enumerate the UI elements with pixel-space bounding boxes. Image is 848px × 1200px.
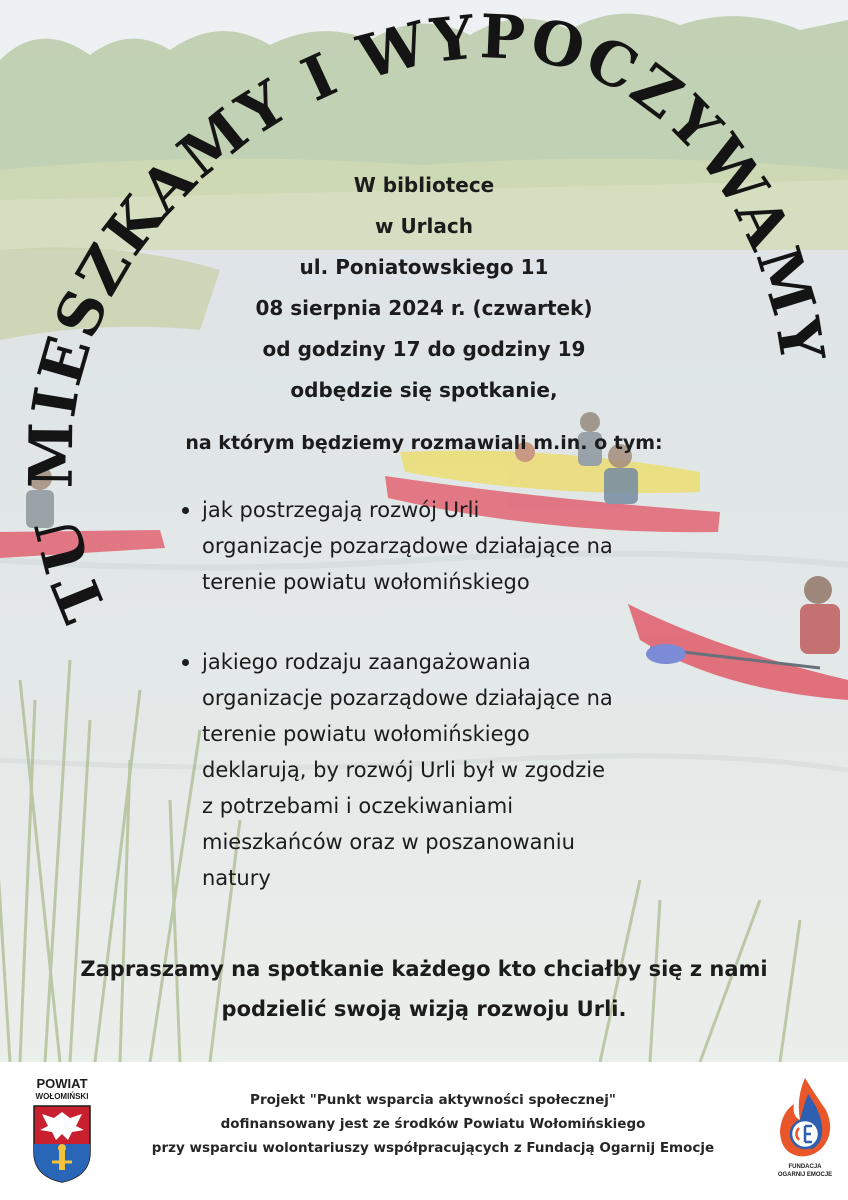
- intro-line-3: ul. Poniatowskiego 11: [299, 255, 549, 279]
- intro-line-6: odbędzie się spotkanie,: [290, 378, 558, 402]
- project-line-2: dofinansowany jest ze środków Powiatu Wołomińskiego: [220, 1116, 646, 1132]
- intro-line-1: W bibliotece: [353, 173, 495, 197]
- headline-textpath: TU MIESZKAMY I WYPOCZYWAMY: [16, 2, 838, 631]
- powiat-label: POWIAT: [36, 1076, 88, 1091]
- topic-2-line-7: natury: [202, 866, 271, 890]
- topic-1-line-1: jak postrzegają rozwój Urli: [202, 498, 480, 522]
- project-line-1: Projekt "Punkt wsparcia aktywności społecznej": [250, 1092, 616, 1108]
- closing-line-2: podzielić swoją wizją rozwoju Urli.: [221, 997, 627, 1021]
- project-line-3: przy wsparciu wolontariuszy współpracujących z Fundacją Ogarnij Emocje: [151, 1140, 715, 1156]
- topic-1-line-2: organizacje pozarządowe działające na: [202, 534, 613, 558]
- fundacja-name: OGARNIJ EMOCJE: [777, 1172, 833, 1178]
- topic-2-line-1: jakiego rodzaju zaangażowania: [202, 650, 531, 674]
- powiat-coat-of-arms-icon: [32, 1104, 92, 1184]
- footer: [0, 1062, 848, 1200]
- topic-2-line-6: mieszkańców oraz w poszanowaniu: [202, 830, 575, 854]
- topic-1-line-3: terenie powiatu wołomińskiego: [202, 570, 530, 594]
- fundacja-label: FUNDACJA: [788, 1164, 822, 1170]
- intro-line-7: na którym będziemy rozmawiali m.in. o tym:: [185, 432, 663, 454]
- intro-line-2: w Urlach: [375, 214, 473, 238]
- powiat-logo: [22, 1076, 102, 1194]
- intro-line-4: 08 sierpnia 2024 r. (czwartek): [255, 296, 593, 320]
- fundacja-logo: [774, 1076, 836, 1194]
- closing-line-1: Zapraszamy na spotkanie każdego kto chciałby się z nami: [80, 957, 768, 981]
- fundacja-flame-logo-icon: [776, 1076, 834, 1160]
- topic-item-1: [180, 492, 740, 600]
- intro-line-5: od godziny 17 do godziny 19: [262, 337, 586, 361]
- topic-2-line-3: terenie powiatu wołomińskiego: [202, 722, 530, 746]
- topic-2-line-2: organizacje pozarządowe działające na: [202, 686, 613, 710]
- topic-2-line-5: z potrzebami i oczekiwaniami: [202, 794, 514, 818]
- powiat-name: WOŁOMIŃSKI: [35, 1092, 89, 1101]
- topic-list: [180, 492, 740, 896]
- topic-item-2: [180, 644, 740, 896]
- topic-2-line-4: deklarują, by rozwój Urli był w zgodzie: [202, 758, 606, 782]
- project-info: [108, 1088, 758, 1160]
